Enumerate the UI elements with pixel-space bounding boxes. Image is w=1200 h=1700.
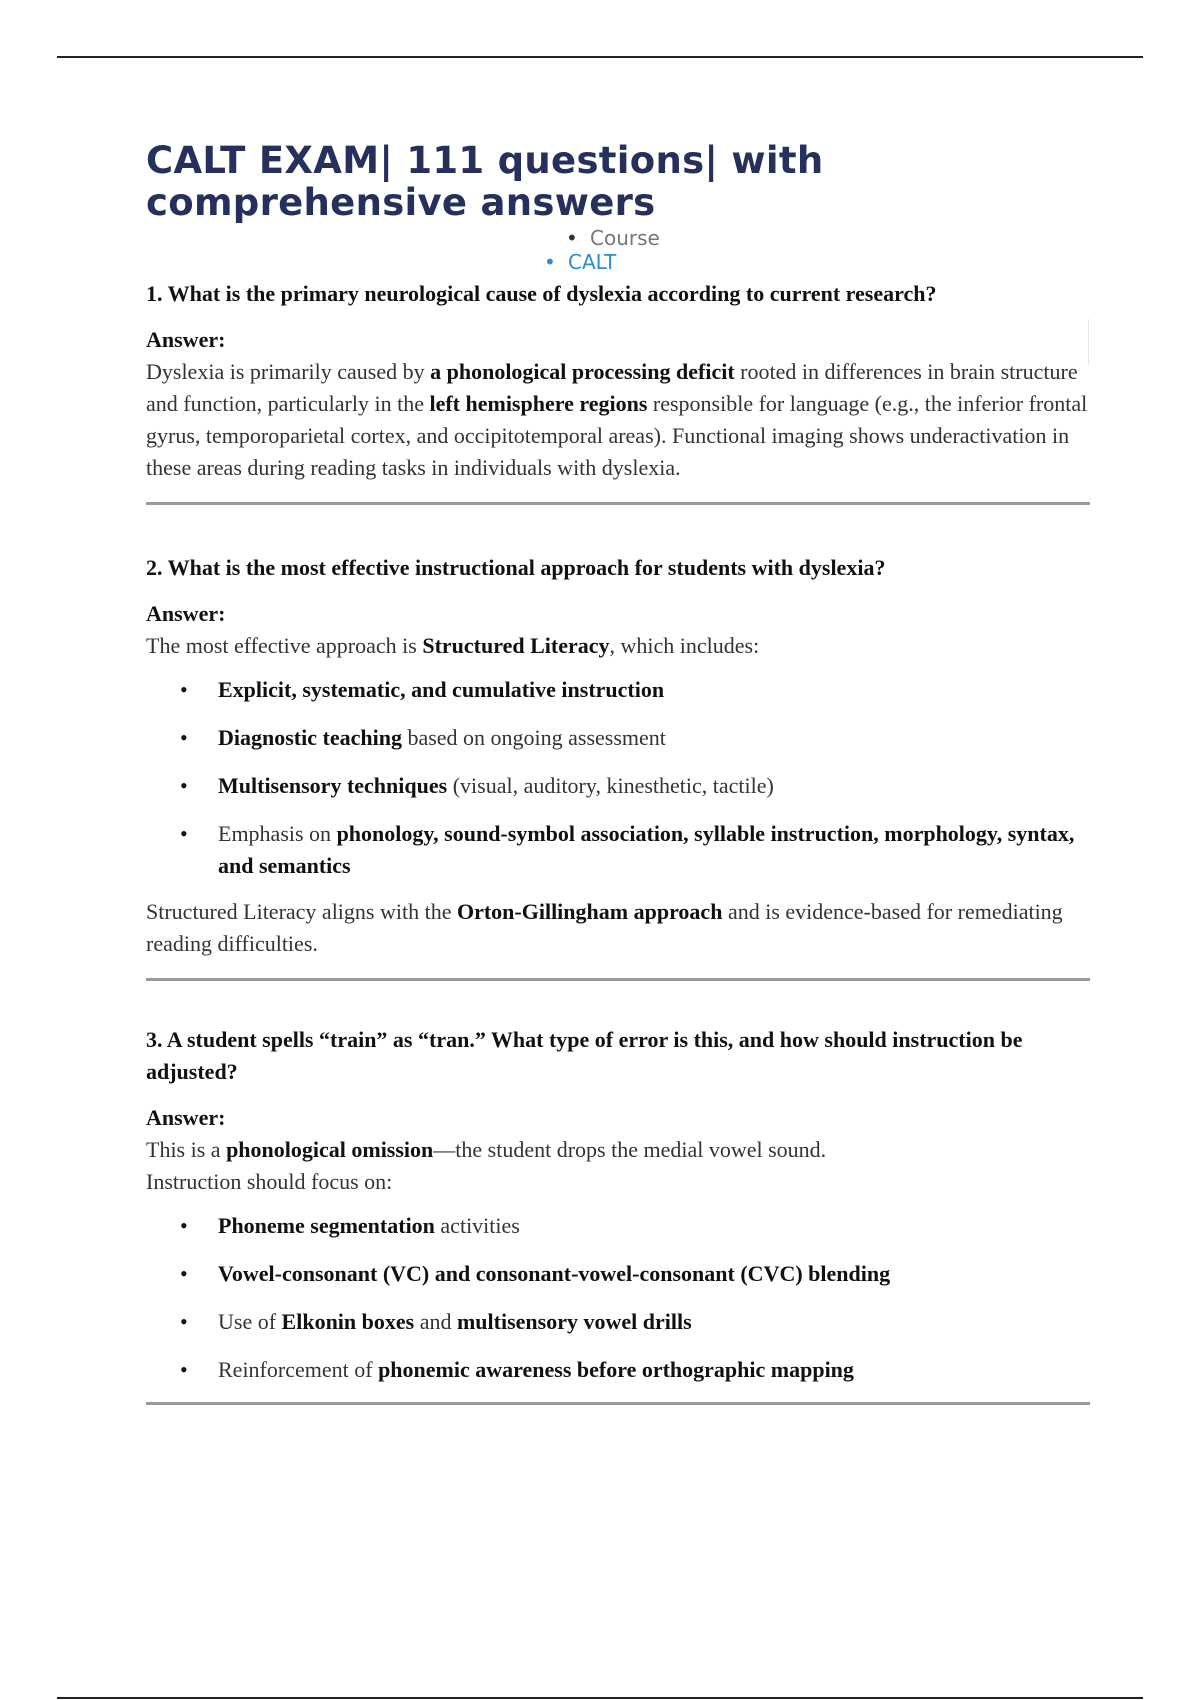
bottom-rule [57,1697,1143,1699]
question-2-text: 2. What is the most effective instructional approach for students with dyslexia? [146,555,886,580]
page-title: CALT EXAM| 111 questions| with comprehensive answers [146,139,824,224]
bullet-icon: • [180,1213,188,1238]
list-item: • Phoneme segmentation activities [146,1210,1090,1242]
question-1 [146,278,1090,484]
answer-3-list [146,1210,1090,1386]
answer-3-text: This is a phonological omission—the student drops the medial vowel sound. Instruction should focus on: [146,1137,827,1194]
answer-label: Answer: [146,601,226,626]
list-item: • Multisensory techniques (visual, auditory, kinesthetic, tactile) [146,770,1090,802]
breadcrumb-item-course[interactable]: • Course [566,226,660,250]
question-3 [146,1024,1090,1386]
bullet-icon: • [544,250,556,274]
bullet-icon: • [180,725,188,750]
answer-label: Answer: [146,327,226,352]
bullet-icon: • [180,1357,188,1382]
list-item: • Use of Elkonin boxes and multisensory vowel drills [146,1306,1090,1338]
separator [146,978,1090,981]
list-item: • Diagnostic teaching based on ongoing assessment [146,722,1090,754]
top-rule [57,56,1143,58]
list-item: • Vowel-consonant (VC) and consonant-vowel-consonant (CVC) blending [146,1258,1090,1290]
list-item: • Emphasis on phonology, sound-symbol association, syllable instruction, morphology, syntax, and semantics [146,818,1090,882]
answer-1-text: Dyslexia is primarily caused by a phonological processing deficit rooted in differences in brain structure and function, particularly in the left hemisphere regions responsible for language (e.g., the inferior frontal gyrus, temporoparietal cortex, and occipitotemporal areas). Functional imaging shows underactivation in these areas during reading tasks in individuals with dyslexia. [146,359,1088,480]
document-body [146,140,1090,1405]
bullet-icon: • [180,1309,188,1334]
divider [1088,319,1089,365]
question-2 [146,552,1090,960]
separator [146,502,1090,505]
separator [146,1402,1090,1405]
answer-label: Answer: [146,1105,226,1130]
breadcrumb-item-calt[interactable]: • CALT [544,250,617,274]
answer-2-outro: Structured Literacy aligns with the Orton-Gillingham approach and is evidence-based for remediating reading difficulties. [146,899,1063,956]
question-3-text: 3. A student spells “train” as “tran.” What type of error is this, and how should instruction be adjusted? [146,1027,1023,1084]
bullet-icon: • [180,821,188,846]
bullet-icon: • [180,773,188,798]
answer-2-intro: The most effective approach is Structured Literacy, which includes: [146,633,760,658]
bullet-icon: • [180,677,188,702]
bullet-icon: • [566,226,578,250]
list-item: • Reinforcement of phonemic awareness before orthographic mapping [146,1354,1090,1386]
list-item: • Explicit, systematic, and cumulative instruction [146,674,1090,706]
bullet-icon: • [180,1261,188,1286]
question-1-text: 1. What is the primary neurological cause of dyslexia according to current research? [146,281,937,306]
answer-2-list [146,674,1090,882]
breadcrumb [146,226,1090,274]
